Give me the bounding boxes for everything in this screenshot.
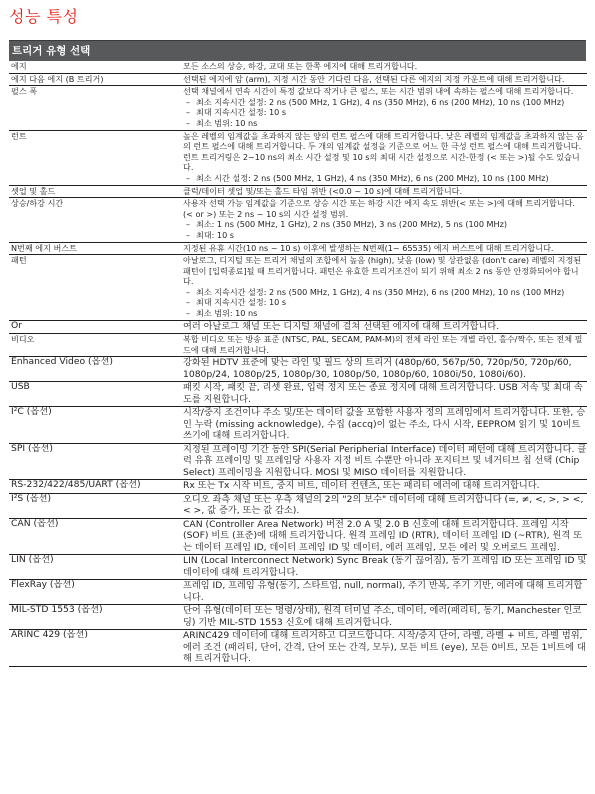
table-row bbox=[9, 580, 587, 605]
trigger-type-description bbox=[182, 61, 587, 73]
trigger-type-label: 펄스 폭 bbox=[9, 86, 182, 130]
spec-list-item: – 최소: 1 ns (500 MHz, 1 GHz), 2 ns (350 MHz), 3 ns (200 MHz), 5 ns (100 MHz) bbox=[183, 219, 587, 230]
trigger-type-label: 에지 bbox=[9, 61, 182, 73]
spec-list bbox=[183, 287, 587, 319]
trigger-type-description bbox=[182, 443, 587, 480]
description-text: 지정된 프레이밍 기간 동안 SPI(Serial Peripherial Interface) 데이터 패턴에 대해 트리거합니다. 클럭 유휴 프레이밍 및 프레임당 사용자 지정 비트 수뿐만 아니라 포지티브 및 네거티브 칩 선택 (Chip Select) 프레이밍을 지원합니다. MOSI 및 MISO 데이터를 지원합니다. bbox=[183, 443, 587, 478]
trigger-type-description bbox=[182, 334, 587, 357]
table-row bbox=[9, 334, 587, 357]
trigger-type-label: MIL-STD 1553 (옵션) bbox=[9, 605, 182, 630]
description-text: 지정된 유휴 시간(10 ns ~ 10 s) 이후에 발생하는 N번째(1~ 65535) 에지 버스트에 대해 트리거합니다. bbox=[183, 242, 554, 253]
description-text: 단어 유형(데이터 또는 명령/상태), 원격 터미널 주소, 데이터, 에러(패리티, 동기, Manchester 인코딩) 기반 MIL-STD 1553 신호에 대해 트리거합니다. bbox=[183, 605, 582, 628]
trigger-type-description bbox=[182, 480, 587, 494]
description-text: 패킷 시작, 패킷 끝, 리셋 완료, 입력 정지 또는 종료 정지에 대해 트리거합니다. USB 저속 및 최대 속도를 지원합니다. bbox=[183, 382, 583, 405]
trigger-type-description bbox=[182, 357, 587, 382]
table-row bbox=[9, 86, 587, 130]
trigger-type-label: Enhanced Video (옵션) bbox=[9, 357, 182, 382]
trigger-type-description bbox=[182, 185, 587, 198]
trigger-table-body bbox=[9, 61, 587, 667]
trigger-type-table bbox=[9, 40, 586, 667]
table-row bbox=[9, 73, 587, 86]
description-text: 사용자 선택 가능 임계값을 기준으로 상승 시간 또는 하강 시간 에지 속도 위반(< 또는 >)에 대해 트리거합니다. (< or >) 또는 2 ns ~ 10 s의 시간 설정 범위. bbox=[183, 198, 575, 219]
spec-list-item: – 최소 지속시간 설정: 2 ns (500 MHz, 1 GHz), 4 ns (350 MHz), 6 ns (200 MHz), 10 ns (100 MHz) bbox=[183, 97, 587, 108]
table-row bbox=[9, 185, 587, 198]
spec-list-item: – 최소 시간 설정: 2 ns (500 MHz, 1 GHz), 4 ns (350 MHz), 6 ns (200 MHz), 10 ns (100 MHz) bbox=[183, 173, 587, 184]
trigger-type-label: I²C (옵션) bbox=[9, 407, 182, 444]
table-row bbox=[9, 605, 587, 630]
trigger-type-description bbox=[182, 630, 587, 667]
table-row bbox=[9, 493, 587, 518]
table-row bbox=[9, 357, 587, 382]
table-row bbox=[9, 198, 587, 242]
description-text: 아날로그, 디지털 또는 트리거 채널의 조합에서 높음 (high), 낮음 (low) 및 상관없음 (don't care) 레벨의 지정된 패턴이 [입력종료]될 때 트리거합니다. 패턴은 유효한 트리거조건이 되기 위해 최소 2 ns 동안 안정화되어야 합니다. bbox=[183, 255, 582, 287]
table-row bbox=[9, 242, 587, 255]
trigger-type-label: Or bbox=[9, 320, 182, 334]
trigger-type-description bbox=[182, 320, 587, 334]
trigger-type-label: N번째 에지 버스트 bbox=[9, 242, 182, 255]
trigger-type-label: I²S (옵션) bbox=[9, 493, 182, 518]
table-row bbox=[9, 407, 587, 444]
trigger-type-label: 패턴 bbox=[9, 255, 182, 321]
description-text: CAN (Controller Area Network) 버전 2.0 A 및 2.0 B 신호에 대해 트리거합니다. 프레임 시작 (SOF) 비트 (표준)에 대해 트리거합니다. 원격 프레임 ID (RTR), 데이터 프레임 ID (~RTR), 원격 또는 데이터 프레임 ID, 데이터 프레임 ID 및 데이터, 에러 프레임, 모든 에러 및 오버로드 프레임. bbox=[183, 518, 582, 553]
spec-list bbox=[183, 219, 587, 240]
trigger-type-description bbox=[182, 518, 587, 555]
trigger-type-description bbox=[182, 86, 587, 130]
table-row bbox=[9, 61, 587, 73]
description-text: 오디오 좌측 채널 또는 우측 채널의 2의 "2의 보수" 데이터에 대해 트리거합니다 (=, ≠, <, >, > <, < >, 값 증가, 또는 값 감소). bbox=[183, 493, 584, 517]
description-text: 높은 레벨의 임계값을 초과하지 않는 양의 런트 펄스에 대해 트리거합니다. 낮은 레벨의 임계값을 초과하지 않는 음의 런트 펄스에 대해 트리거합니다. 두 개의 임계값 설정을 기준으로 어느 한 극성 런트 펄스에 대해 트리거합니다. 런트 트리거링은 2~10 ns의 최소 시간 설정 및 10 s의 최대 시간 설정으로 시간-한정 (< 또는 >)될 수도 있습니다. bbox=[183, 130, 584, 173]
trigger-type-label: 비디오 bbox=[9, 334, 182, 357]
table-row bbox=[9, 382, 587, 407]
description-text: 강화된 HDTV 표준에 맞는 라인 및 필드 상의 트리거 (480p/60, 567p/50, 720p/50, 720p/60, 1080p/24, 1080p/25, 1080p/30, 1080p/50, 1080p/60, 1080i/50, 1080i/60). bbox=[183, 357, 572, 380]
trigger-type-label: FlexRay (옵션) bbox=[9, 580, 182, 605]
table-row bbox=[9, 480, 587, 494]
trigger-type-description bbox=[182, 255, 587, 321]
description-text: Rx 또는 Tx 시작 비트, 중지 비트, 데이터 컨텐츠, 또는 패리티 에러에 대해 트리거합니다. bbox=[183, 480, 540, 492]
spec-list-item: – 최소 범위: 10 ns bbox=[183, 308, 587, 319]
trigger-type-label: SPI (옵션) bbox=[9, 443, 182, 480]
trigger-type-label: 에지 다음 에지 (B 트리거) bbox=[9, 73, 182, 86]
spec-list bbox=[183, 173, 587, 184]
trigger-type-description bbox=[182, 382, 587, 407]
table-row bbox=[9, 518, 587, 555]
description-text: 복합 비디오 또는 방송 표준 (NTSC, PAL, SECAM, PAM-M)의 전체 라인 또는 개별 라인, 홀수/짝수, 또는 전체 필드에 대해 트리거합니다. bbox=[183, 334, 583, 355]
trigger-type-description bbox=[182, 198, 587, 242]
description-text: 여러 아날로그 채널 또는 디지털 채널에 걸쳐 선택된 에지에 대해 트리거합니다. bbox=[183, 320, 500, 332]
spec-list-item: – 최대: 10 s bbox=[183, 230, 587, 241]
trigger-type-label: 상승/하강 시간 bbox=[9, 198, 182, 242]
table-row bbox=[9, 320, 587, 334]
trigger-type-description bbox=[182, 605, 587, 630]
spec-list-item: – 최대 지속시간 설정: 10 s bbox=[183, 107, 587, 118]
table-row bbox=[9, 443, 587, 480]
trigger-type-description bbox=[182, 130, 587, 185]
description-text: 선택 채널에서 연속 시간이 특정 값보다 작거나 큰 펄스, 또는 시간 범위 내에 속하는 펄스에 대해 트리거합니다. bbox=[183, 86, 574, 97]
page-title: 성능 특성 bbox=[9, 7, 79, 26]
table-row bbox=[9, 630, 587, 667]
table-row bbox=[9, 255, 587, 321]
trigger-type-label: LIN (옵션) bbox=[9, 555, 182, 580]
trigger-type-description bbox=[182, 580, 587, 605]
trigger-type-label: USB bbox=[9, 382, 182, 407]
trigger-type-label: CAN (옵션) bbox=[9, 518, 182, 555]
trigger-type-label: 런트 bbox=[9, 130, 182, 185]
trigger-type-label: RS-232/422/485/UART (옵션) bbox=[9, 480, 182, 494]
table-row bbox=[9, 130, 587, 185]
description-text: 클럭/데이터 셋업 및/또는 홀드 타임 위반 (<0.0 ~ 10 s)에 대해 트리거합니다. bbox=[183, 185, 463, 196]
description-text: 프레임 ID, 프레임 유형(동기, 스타트업, null, normal), 주기 반복, 주기 기반, 에러에 대해 트리거합니다. bbox=[183, 580, 583, 603]
spec-list-item: – 최소 지속시간 설정: 2 ns (500 MHz, 1 GHz), 4 ns (350 MHz), 6 ns (200 MHz), 10 ns (100 MHz) bbox=[183, 287, 587, 298]
trigger-type-description bbox=[182, 555, 587, 580]
trigger-type-description bbox=[182, 73, 587, 86]
description-text: 모든 소스의 상승, 하강, 교대 또는 한쪽 에지에 대해 트리거합니다. bbox=[183, 61, 418, 71]
table-header: 트리거 유형 선택 bbox=[9, 40, 586, 61]
spec-list bbox=[183, 97, 587, 129]
trigger-type-description bbox=[182, 242, 587, 255]
trigger-type-label: 셋업 및 홀드 bbox=[9, 185, 182, 198]
description-text: LIN (Local Interconnect Network) Sync Break (동기 끊어짐), 동기 프레임 ID 또는 프레임 ID 및 데이터에 대해 트리거합니다. bbox=[183, 555, 587, 578]
spec-list-item: – 최소 범위: 10 ns bbox=[183, 118, 587, 129]
trigger-type-description bbox=[182, 407, 587, 444]
description-text: ARINC429 데이터에 대해 트리거하고 디코드합니다. 시작/중지 단어, 라벨, 라벨 + 비트, 라벨 범위, 에러 조건 (패리티, 단어, 간격, 단어 또는 간격, 모두), 모든 비트 (eye), 모든 0비트, 모든 1비트에 대해 트리거합니다. bbox=[183, 630, 586, 665]
description-text: 선택된 에지에 암 (arm), 지정 시간 동안 기다린 다음, 선택된 다른 에지의 지정 카운트에 대해 트리거합니다. bbox=[183, 73, 565, 84]
trigger-type-description bbox=[182, 493, 587, 518]
spec-list-item: – 최대 지속시간 설정: 10 s bbox=[183, 297, 587, 308]
description-text: 시작/중지 조건이나 주소 및/또는 데이터 값을 포함한 사용자 정의 프레임에서 트리거합니다. 또한, 승인 누락 (missing acknowledge), 수집 (accq)이 없는 주소, 다시 시작, EEPROM 읽기 및 10비트 쓰기에 대해 트리거합니다. bbox=[183, 407, 586, 442]
table-row bbox=[9, 555, 587, 580]
trigger-type-label: ARINC 429 (옵션) bbox=[9, 630, 182, 667]
